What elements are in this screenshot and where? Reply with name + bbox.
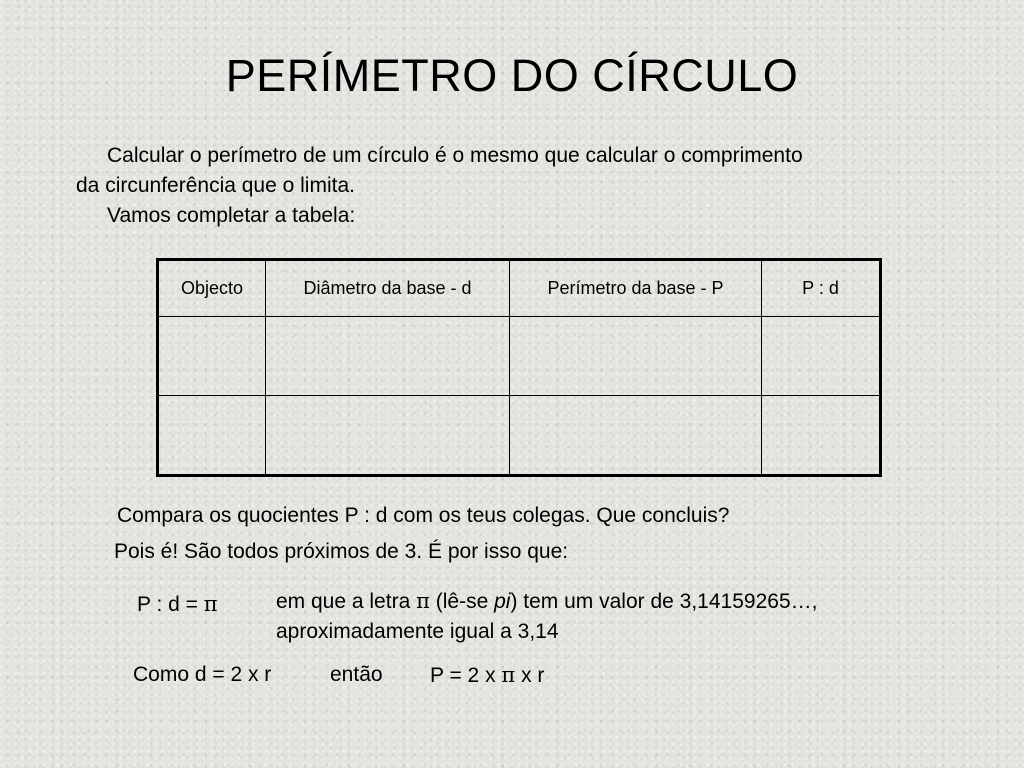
final-line-part-1: Como d = 2 x r bbox=[133, 663, 272, 686]
table-cell[interactable] bbox=[762, 317, 881, 396]
final-line-part-2: então bbox=[330, 663, 383, 686]
pi-formula bbox=[137, 592, 218, 617]
compare-text: Compara os quocientes P : d com os teus colegas. Que concluis? bbox=[117, 504, 730, 527]
explanation-part-1: em que a letra bbox=[276, 590, 417, 613]
pois-text: Pois é! São todos próximos de 3. É por isso que: bbox=[114, 540, 569, 563]
intro-line-3: Vamos completar a tabela: bbox=[107, 204, 356, 227]
intro-line-2: da circunferência que o limita. bbox=[76, 174, 355, 197]
pi-symbol: π bbox=[501, 663, 516, 687]
table-cell[interactable] bbox=[266, 396, 510, 476]
pi-word: pi bbox=[494, 590, 511, 613]
page-title: PERÍMETRO DO CÍRCULO bbox=[225, 50, 799, 101]
table-cell[interactable] bbox=[510, 317, 762, 396]
explanation-part-3: ) tem um valor de 3,14159265…, bbox=[510, 590, 818, 613]
table-cell[interactable] bbox=[510, 396, 762, 476]
explanation-line-1 bbox=[276, 589, 817, 614]
final-line-part-3 bbox=[430, 663, 544, 688]
header-ratio: P : d bbox=[762, 260, 881, 317]
data-table bbox=[156, 258, 882, 477]
table-cell[interactable] bbox=[158, 317, 266, 396]
table-cell[interactable] bbox=[158, 396, 266, 476]
intro-line-1: Calcular o perímetro de um círculo é o mesmo que calcular o comprimento bbox=[107, 144, 803, 167]
formula-prefix: P : d = bbox=[137, 593, 204, 616]
table-header-row bbox=[158, 260, 881, 317]
explanation-part-2: (lê-se bbox=[429, 590, 495, 613]
table-row bbox=[158, 396, 881, 476]
table-row bbox=[158, 317, 881, 396]
header-perimeter: Perímetro da base - P bbox=[510, 260, 762, 317]
table-cell[interactable] bbox=[266, 317, 510, 396]
table-cell[interactable] bbox=[762, 396, 881, 476]
header-diameter: Diâmetro da base - d bbox=[266, 260, 510, 317]
explanation-line-2: aproximadamente igual a 3,14 bbox=[276, 620, 559, 643]
header-object: Objecto bbox=[158, 260, 266, 317]
final-formula-suffix: x r bbox=[515, 664, 545, 687]
pi-symbol: π bbox=[416, 589, 430, 613]
pi-symbol: π bbox=[203, 592, 218, 616]
final-formula-prefix: P = 2 x bbox=[430, 664, 502, 687]
